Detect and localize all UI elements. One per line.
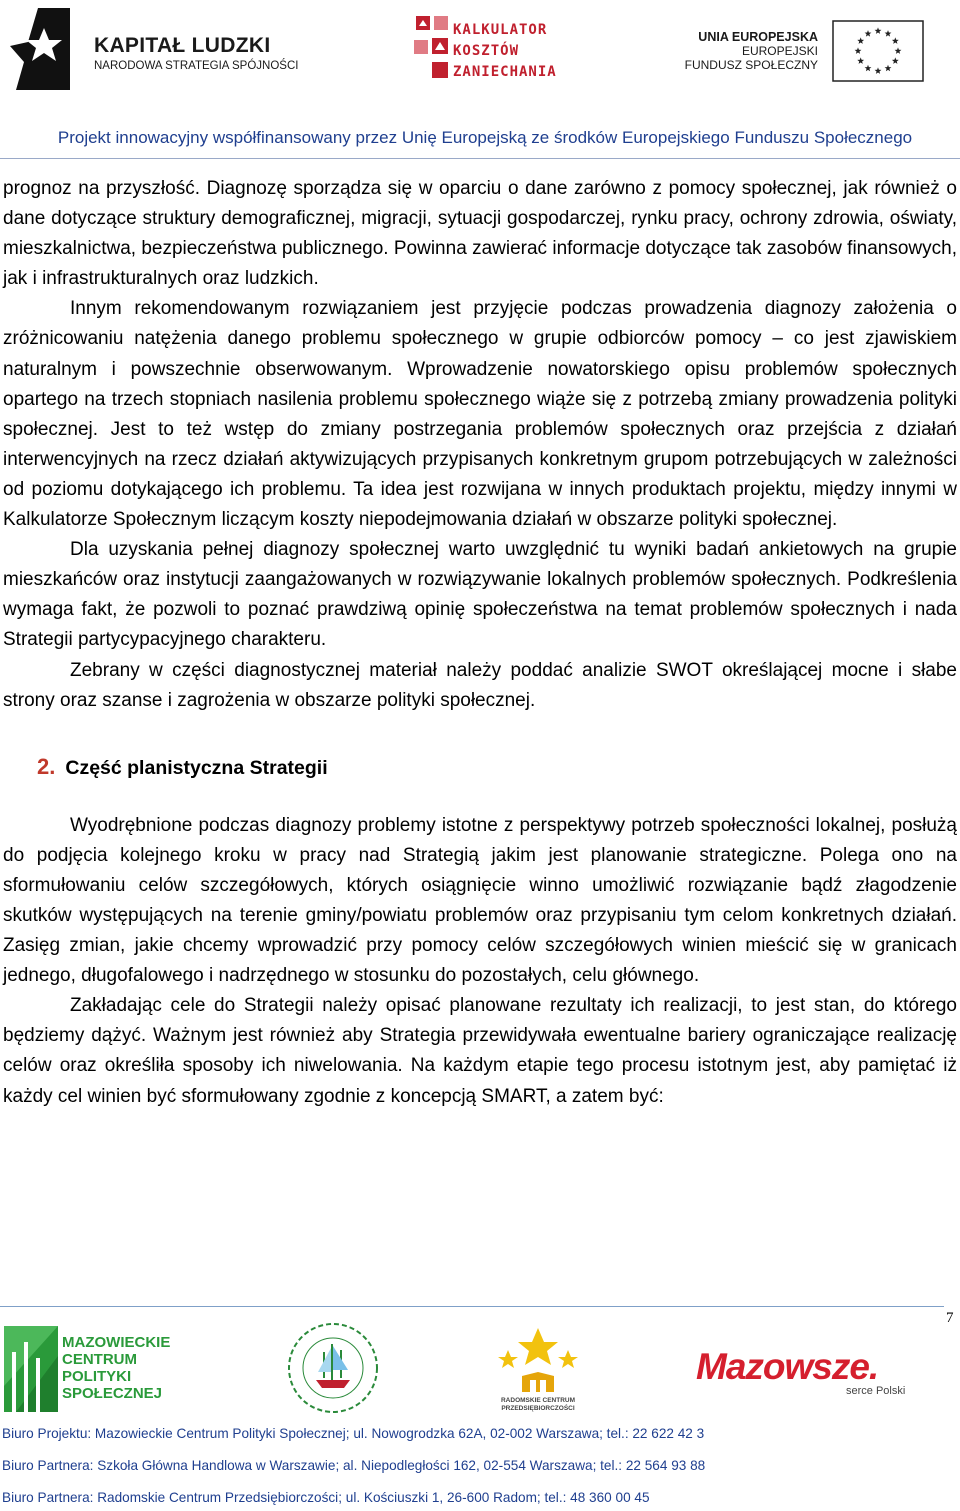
kapital-ludzki-subtitle: NARODOWA STRATEGIA SPÓJNOŚCI bbox=[94, 60, 299, 72]
document-body bbox=[3, 174, 957, 1112]
mcps-line-3: POLITYKI bbox=[62, 1368, 132, 1385]
paragraph-5: Wyodrębnione podczas diagnozy problemy istotne z perspektywy potrzeb społeczności lokalnej, posłużą do podjęcia kolejnego kroku w pracy nad Strategią jakim jest planowanie strategiczne. Polega ono na sformułowaniu celów szczegółowych, których osiągnięcie winno umożliwić rozwiązanie bądź złagodzenie skutków występujących na terenie gminy/powiatu problemów oraz przypisaniu tym celom konkretnych działań. Zasięg zmian, jakie chcemy wprowadzić przy pomocy celów szczegółowych winien mieścić się w granicach jednego, długofalowego i nadrzędnego w stosunku do pozostałych, celu głównego. bbox=[3, 814, 957, 987]
project-banner: Projekt innowacyjny współfinansowany przez Unię Europejską ze środków Europejskiego Funduszu Społecznego bbox=[57, 128, 913, 147]
kalkulator-line-2: KOSZTÓW bbox=[453, 43, 520, 59]
header-divider bbox=[0, 158, 960, 159]
section-title: Część planistyczna Strategii bbox=[65, 756, 328, 779]
paragraph-3: Dla uzyskania pełnej diagnozy społecznej warto uwzględnić tu wyniki badań ankietowych na grupie mieszkańców oraz instytucji zaangażowanych w rozwiązywanie lokalnych problemów społecznych. Podkreślenia wymaga fakt, że pozwoli to poznać prawdziwą opinię społeczeństwa na temat problemów społecznych i nada Strategii partycypacyjnego charakteru. bbox=[3, 539, 957, 651]
section-number: 2. bbox=[37, 753, 56, 779]
footer-divider bbox=[0, 1306, 944, 1307]
mcps-line-2: CENTRUM bbox=[62, 1351, 137, 1368]
rcp-stars-icon bbox=[492, 1322, 584, 1398]
address-line-3: Biuro Partnera: Radomskie Centrum Przedsiębiorczości; ul. Kościuszki 1, 26-600 Radom; tel.: 48 360 00 45 bbox=[2, 1490, 650, 1505]
kapital-ludzki-title: KAPITAŁ LUDZKI bbox=[94, 34, 271, 57]
mazowsze-logo-text: Mazowsze. bbox=[696, 1346, 879, 1387]
paragraph-4: Zebrany w części diagnostycznej materiał należy poddać analizie SWOT określającej mocne i słabe strony oraz szanse i zagrożenia w obszarze polityki społecznej. bbox=[3, 659, 957, 711]
address-line-2: Biuro Partnera: Szkoła Główna Handlowa w Warszawie; al. Niepodległości 162, 02-554 Warszawa; tel.: 22 564 93 88 bbox=[2, 1458, 706, 1473]
kalkulator-line-3: ZANIECHANIA bbox=[453, 64, 557, 80]
ue-line-3: FUNDUSZ SPOŁECZNY bbox=[684, 58, 818, 72]
mcps-logo-icon bbox=[4, 1326, 58, 1412]
mcps-line-1: MAZOWIECKIE bbox=[62, 1334, 171, 1351]
paragraph-1: prognoz na przyszłość. Diagnozę sporządza się w oparciu o dane zarówno z pomocy społecznej, jak również o dane dotyczące struktury demograficznej, migracji, sytuacji gospodarczej, rynku pracy, ochrony zdrowia, oświaty, mieszkalnictwa, bezpieczeństwa publicznego. Powinna zawierać informacje dotyczące tak zasobów finansowych, jak i infrastrukturalnych oraz ludzkich. bbox=[3, 178, 957, 290]
mcps-line-4: SPOŁECZNEJ bbox=[62, 1385, 163, 1402]
mcps-name bbox=[62, 1334, 170, 1402]
kapital-ludzki-star-icon bbox=[10, 6, 72, 92]
ue-line-1: UNIA EUROPEJSKA bbox=[698, 30, 818, 44]
address-line-1: Biuro Projektu: Mazowieckie Centrum Polityki Społecznej; ul. Nowogrodzka 62A, 02-002 Warszawa; tel.: 22 622 42 3 bbox=[2, 1426, 705, 1441]
rcp-name bbox=[490, 1397, 586, 1413]
page-number: 7 bbox=[946, 1310, 954, 1326]
eu-flag-icon bbox=[832, 20, 924, 82]
mazowsze-tagline: serce Polski bbox=[846, 1385, 906, 1397]
rcp-line-1: RADOMSKIE CENTRUM bbox=[500, 1397, 576, 1404]
rcp-line-2: PRZEDSIĘBIORCZOŚCI bbox=[501, 1405, 575, 1412]
paragraph-6: Zakładając cele do Strategii należy opisać planowane rezultaty ich realizacji, to jest stan, do którego będziemy dążyć. Ważnym jest również aby Strategia przewidywała ewentualne bariery ograniczające realizację celów oraz określiła sposoby ich niwelowania. Na każdym etapie tego procesu istotnym jest, aby pamiętać iż każdy cel winien być sformułowany zgodnie z koncepcją SMART, a zatem być: bbox=[3, 995, 957, 1107]
section-heading bbox=[37, 752, 957, 783]
paragraph-2: Innym rekomendowanym rozwiązaniem jest przyjęcie podczas prowadzenia diagnozy założenia o zróżnicowaniu natężenia danego problemu społecznego w grupie odbiorców pomocy – co jest zjawiskiem naturalnym i powszechnie obserwowanym. Wprowadzenie nowatorskiego opisu problemów społecznych opartego na trzech stopniach nasilenia problemu społecznego wiąże się z potrzebą zmiany prowadzenia polityki społecznej. Jest to też wstęp do zmiany postrzegania problemów społecznych oraz przejścia z działań interwencyjnych na rzecz działań aktywizujących przypisanych konkretnym grupom potrzebujących w zależności od poziomu dotykającego ich problemu. Ta idea jest rozwijana w innych produktach projektu, między innymi w Kalkulatorze Społecznym liczącym koszty niepodejmowania działań w obszarze polityki społecznej. bbox=[3, 298, 957, 531]
kalkulator-house-icon bbox=[408, 14, 452, 82]
kalkulator-line-1: KALKULATOR bbox=[453, 22, 548, 38]
ue-line-2: EUROPEJSKI bbox=[741, 44, 818, 58]
sgh-seal-icon bbox=[284, 1322, 382, 1414]
